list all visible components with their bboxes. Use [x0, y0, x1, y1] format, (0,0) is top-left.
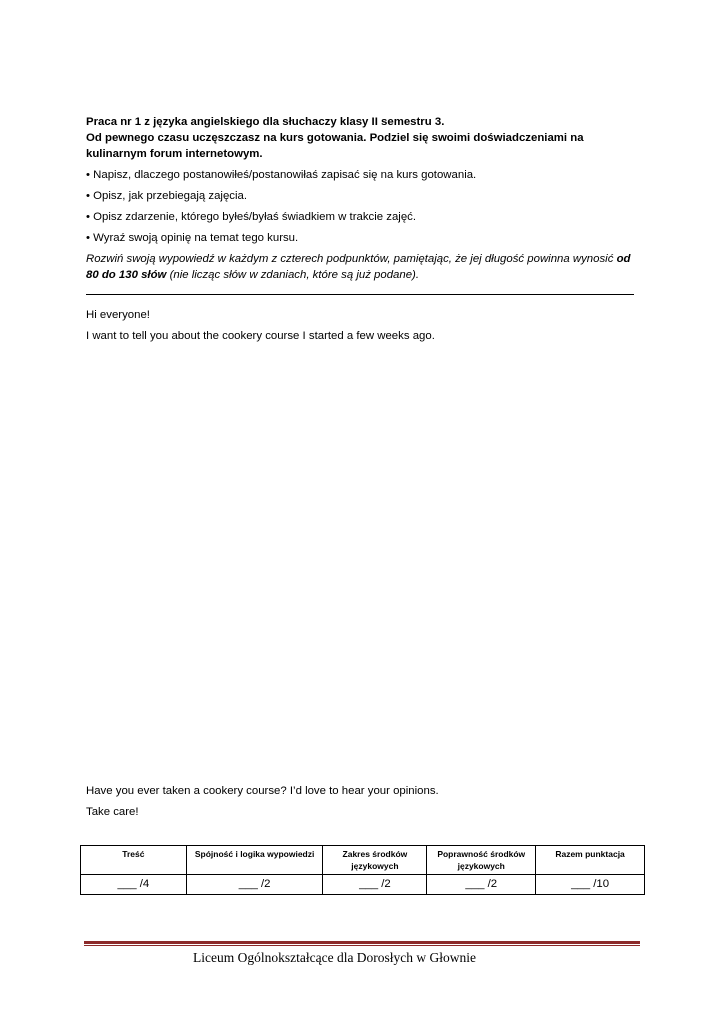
task-bullet: • Opisz, jak przebiegają zajęcia.	[86, 190, 248, 202]
score-range: ___ /2	[323, 875, 427, 895]
task-prompt: Od pewnego czasu uczęszczasz na kurs gotowania. Podziel się swoimi doświadczeniami na kulinarnym forum internetowym.	[86, 132, 584, 160]
score-header-row	[81, 846, 645, 875]
header-total: Razem punktacja	[536, 846, 645, 875]
letter-opening: I want to tell you about the cookery course I started a few weeks ago.	[86, 330, 435, 343]
footer-school-name: Liceum Ogólnokształcące dla Dorosłych w Głownie	[193, 950, 477, 965]
footer-rule	[84, 941, 640, 944]
score-accuracy: ___ /2	[427, 875, 536, 895]
task-title: Praca nr 1 z języka angielskiego dla słuchaczy klasy II semestru 3.	[86, 116, 445, 128]
letter-closing-question: Have you ever taken a cookery course? I’d love to hear your opinions.	[86, 785, 439, 797]
task-section	[86, 114, 636, 344]
separator-line	[86, 294, 634, 295]
task-instructions	[86, 251, 636, 283]
letter-signoff: Take care!	[86, 806, 139, 818]
header-range: Zakres środków językowych	[323, 846, 427, 875]
task-bullet: • Napisz, dlaczego postanowiłeś/postanowiłaś zapisać się na kurs gotowania.	[86, 169, 477, 181]
score-total: ___ /10	[536, 875, 645, 895]
letter-greeting: Hi everyone!	[86, 309, 150, 322]
task-bullet: • Wyraź swoją opinię na temat tego kursu.	[86, 232, 299, 244]
instruction-text: Rozwiń swoją wypowiedź w każdym z czterech podpunktów, pamiętając, że jej długość powinna wynosić	[86, 253, 617, 265]
task-bullet: • Opisz zdarzenie, którego byłeś/byłaś świadkiem w trakcie zajęć.	[86, 211, 417, 223]
score-table	[80, 845, 645, 895]
score-coherence: ___ /2	[186, 875, 323, 895]
header-coherence: Spójność i logika wypowiedzi	[186, 846, 323, 875]
score-value-row	[81, 875, 645, 895]
word-limit: od 80 do 130 słów	[86, 253, 631, 281]
header-content: Treść	[81, 846, 187, 875]
footer-rule-thin	[84, 945, 640, 946]
instruction-note: (nie licząc słów w zdaniach, które są już podane).	[166, 269, 420, 281]
letter-closing	[86, 783, 636, 820]
header-accuracy: Poprawność środków językowych	[427, 846, 536, 875]
score-content: ___ /4	[81, 875, 187, 895]
